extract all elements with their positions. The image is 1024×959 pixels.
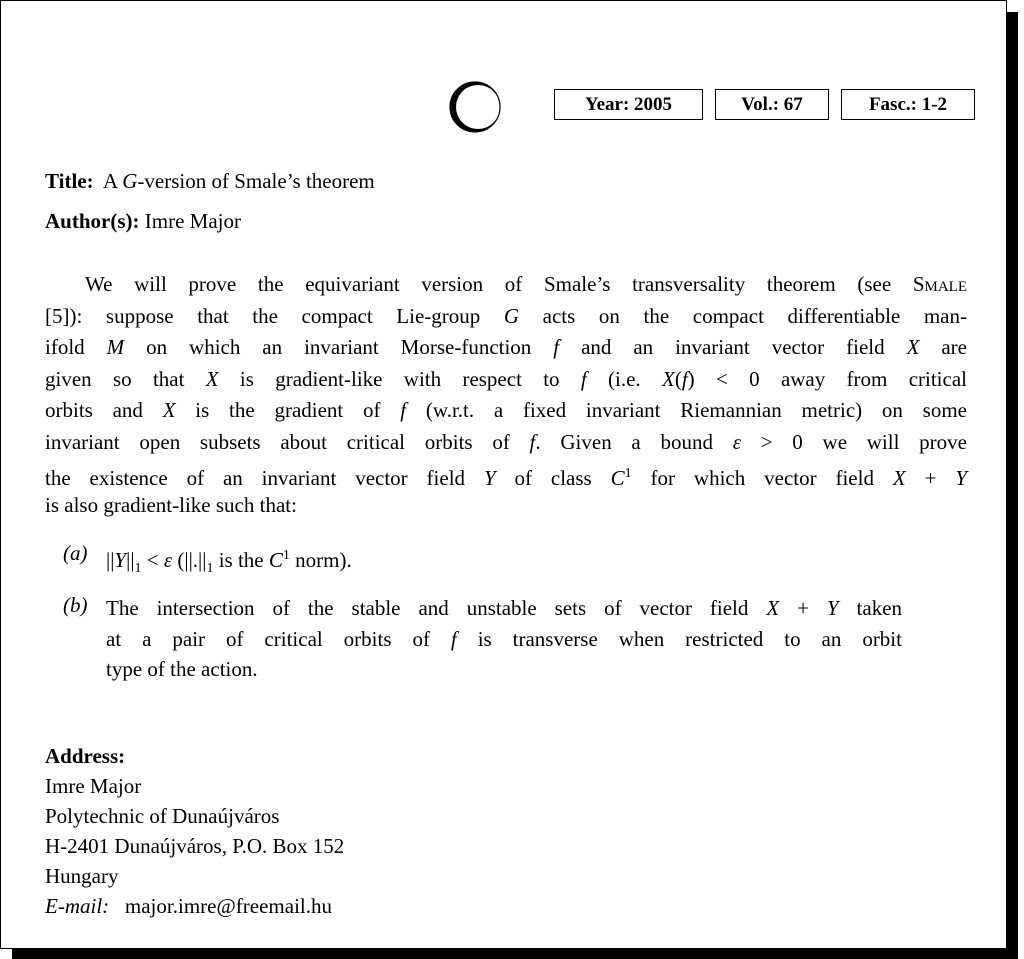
item-a-label: (a) — [63, 541, 88, 565]
email-label: E-mail: — [45, 894, 110, 918]
text-segment: . Given a bound — [535, 429, 733, 454]
text-segment: (i.e. — [586, 366, 662, 391]
text-line — [45, 301, 967, 333]
text-segment: invariant open subsets about critical orbits of — [45, 429, 530, 454]
author-label: Author(s): — [45, 209, 140, 233]
title-label: Title: — [45, 169, 94, 193]
item-b-label: (b) — [63, 593, 88, 617]
text-segment: f — [450, 626, 457, 651]
text-segment: The intersection of the stable and unstable sets of vector field — [106, 596, 767, 620]
text-segment: ) < 0 away from critical — [687, 366, 967, 391]
text-line — [45, 427, 967, 459]
address-line: Imre Major — [45, 774, 142, 798]
text-segment: given so that — [45, 366, 206, 391]
text-segment: X — [766, 596, 780, 620]
text-segment: 1 — [206, 561, 214, 577]
text-segment: < — [141, 548, 164, 572]
text-segment: X — [205, 366, 219, 391]
text-segment: acts on the compact differentiable man- — [519, 303, 967, 328]
text-segment: G — [503, 303, 520, 328]
text-segment: is the gradient of — [175, 398, 401, 422]
title-var: G — [122, 169, 138, 193]
text-segment: ifold — [45, 335, 107, 359]
address-line: H-2401 Dunaújváros, P.O. Box 152 — [45, 834, 345, 858]
text-segment: 1 — [134, 561, 142, 577]
item-b — [106, 593, 902, 685]
text-line — [45, 332, 967, 364]
text-segment: X — [162, 398, 176, 422]
page-shadow-bottom — [12, 948, 1018, 959]
text-line — [106, 624, 902, 655]
text-segment: orbits and — [45, 398, 163, 422]
text-segment: + — [905, 466, 956, 490]
address-line: Hungary — [45, 864, 119, 888]
text-segment: X — [892, 466, 906, 490]
text-segment: is transverse when restricted to an orbit — [456, 626, 902, 651]
text-segment: M — [106, 335, 125, 359]
fascicle-badge: Fasc.: 1-2 — [841, 89, 975, 120]
text-segment: of class — [495, 466, 611, 490]
text-segment: X — [662, 366, 675, 391]
text-segment: Y — [483, 466, 496, 490]
text-segment: ε — [732, 429, 741, 454]
item-a — [106, 541, 906, 577]
text-segment: Y — [826, 596, 839, 620]
text-segment: > 0 we will prove — [741, 429, 967, 454]
text-segment: 1 — [282, 548, 290, 563]
address-line: Polytechnic of Dunaújváros — [45, 804, 280, 828]
text-segment: (||.|| — [172, 548, 207, 572]
text-line — [106, 541, 906, 577]
text-segment: type of the action. — [106, 657, 258, 681]
text-segment: is gradient-like with respect to — [218, 366, 581, 391]
text-segment: Y — [114, 548, 127, 572]
text-segment: f — [553, 335, 560, 359]
text-segment: ( — [674, 366, 682, 391]
text-segment: X — [906, 335, 920, 359]
text-segment: [5]): suppose that the compact Lie-group — [45, 303, 504, 328]
text-segment: (w.r.t. a fixed invariant Riemannian metric) on some — [406, 398, 967, 422]
title-rest: -version of Smale’s theorem — [137, 169, 375, 193]
text-segment: 1 — [624, 466, 632, 481]
text-line — [45, 490, 967, 522]
text-segment: Smale — [912, 272, 967, 296]
crescent-circle-logo-icon — [448, 80, 502, 134]
author-line — [45, 209, 241, 234]
text-line — [45, 364, 967, 396]
text-segment: ε — [163, 548, 173, 572]
text-segment: f — [580, 366, 587, 391]
title-prefix: A — [102, 169, 123, 193]
text-line — [106, 593, 902, 624]
year-badge: Year: 2005 — [554, 89, 703, 120]
text-segment: is also gradient-like such that: — [45, 492, 297, 517]
text-segment: taken — [838, 596, 903, 620]
text-segment: Y — [955, 466, 968, 490]
text-line — [106, 654, 902, 685]
text-segment: || — [106, 548, 115, 572]
text-segment: We will prove the equivariant version of Smale’s transversality theorem (see — [85, 272, 913, 296]
abstract — [45, 269, 967, 521]
text-line — [45, 395, 967, 427]
address-label: Address: — [45, 744, 126, 768]
text-segment: at a pair of critical orbits of — [106, 626, 451, 651]
author-value: Imre Major — [144, 209, 241, 233]
text-segment: C — [268, 548, 283, 572]
text-line — [45, 458, 967, 490]
text-segment: f — [681, 366, 688, 391]
text-segment: for which vector field — [631, 466, 893, 490]
text-segment: norm). — [289, 548, 352, 572]
text-segment: and an invariant vector field — [559, 335, 907, 359]
email-value[interactable]: major.imre@freemail.hu — [124, 894, 333, 918]
text-segment: f — [529, 429, 536, 454]
text-segment: f — [400, 398, 407, 422]
text-line — [45, 269, 967, 301]
text-segment: the existence of an invariant vector field — [45, 466, 484, 490]
text-segment: is the — [213, 548, 269, 572]
text-segment: || — [126, 548, 135, 572]
text-segment: + — [779, 596, 827, 620]
volume-badge: Vol.: 67 — [715, 89, 829, 120]
text-segment: are — [919, 335, 967, 359]
page-shadow-right — [1007, 12, 1018, 959]
title-line — [45, 169, 375, 194]
text-segment: C — [610, 466, 625, 490]
address-block — [45, 741, 344, 921]
text-segment: on which an invariant Morse-function — [124, 335, 554, 359]
